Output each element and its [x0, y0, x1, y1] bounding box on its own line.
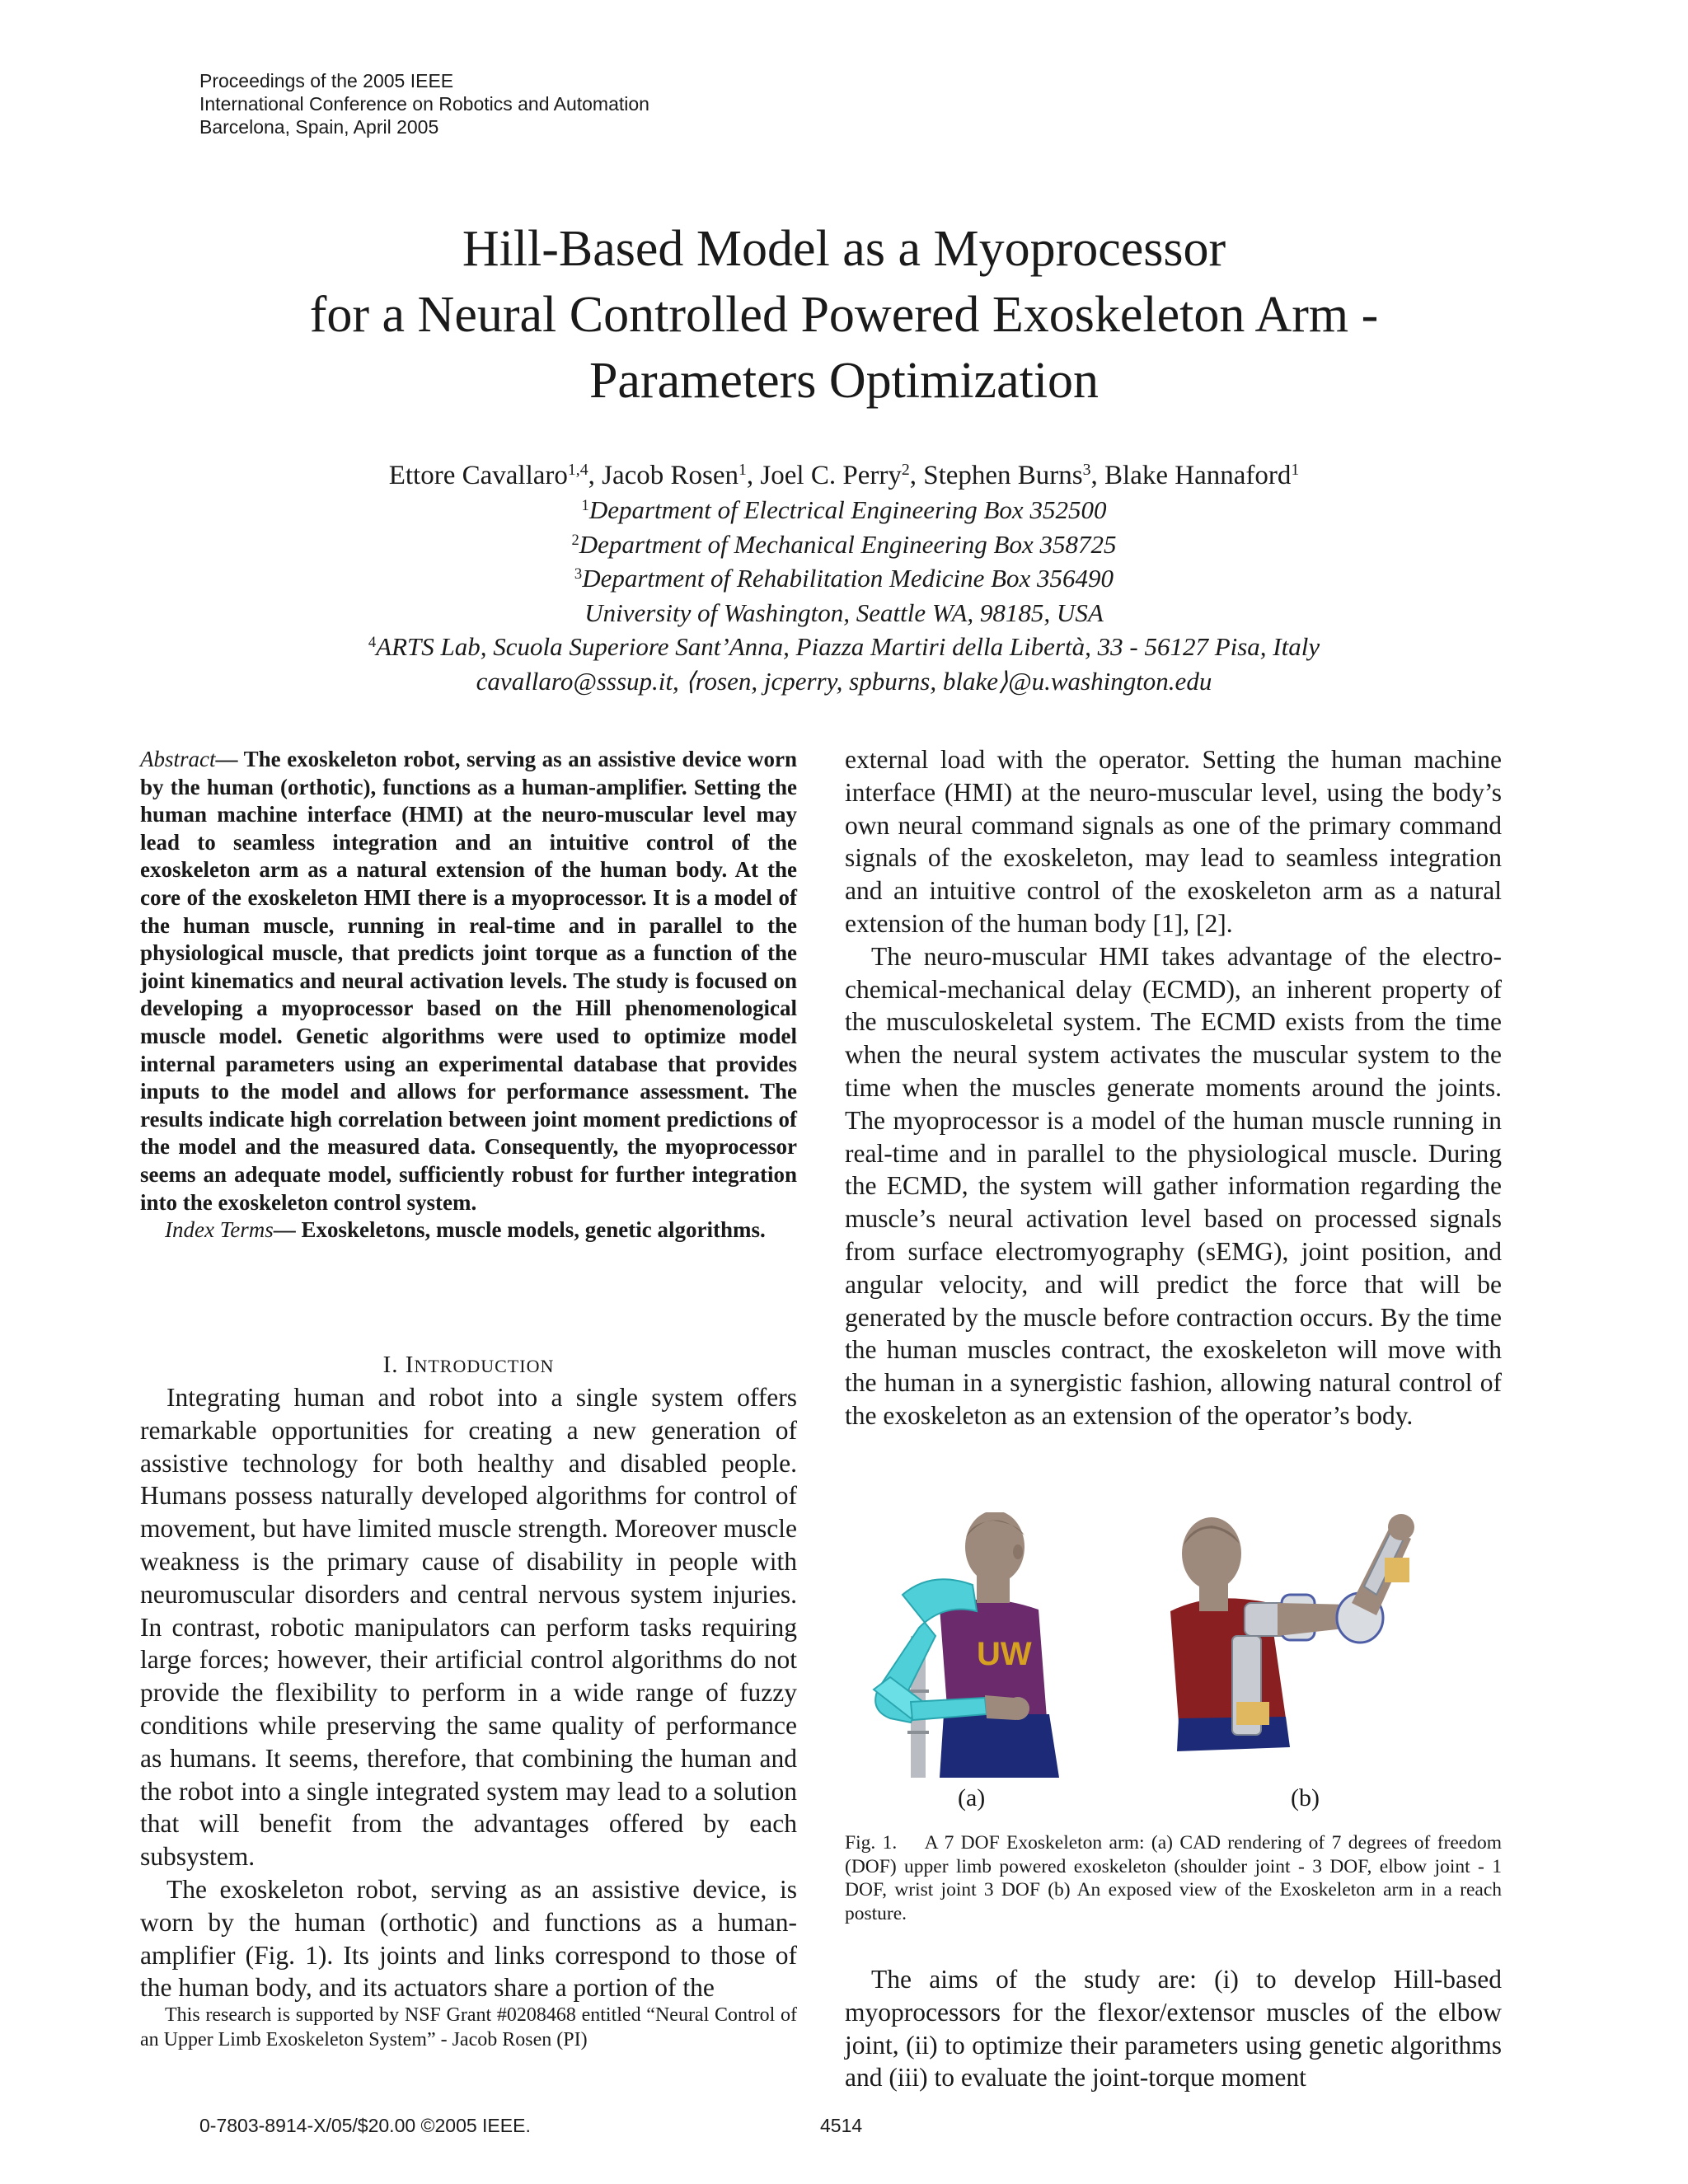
title-line-3: Parameters Optimization: [588, 353, 1100, 409]
university-line: University of Washington, Seattle WA, 98185, USA: [584, 598, 1104, 627]
abstract-label: Abstract: [140, 747, 216, 771]
paragraph: The neuro-muscular HMI takes advantage of the electro-chemical-mechanical delay (ECMD), an inherent property of the musculoskeletal system. The ECMD exists from the time when the neural system activates the muscular system to the time when the muscles generate moments around the joints. The myoprocessor is a model of the human muscle running in real-time and in parallel to the physiological muscle. During the ECMD, the system will gather information regarding the muscle’s neural activation level based on processed signals from surface electromyography (sEMG), joint position, and angular velocity, and will predict the force that will be generated by the muscle before contraction occurs. By the time the human muscles contract, the exoskeleton will move with the human in a synergistic fashion, allowing natural control of the exoskeleton as an extension of the operator’s body.: [845, 941, 1502, 1430]
author-separator: ,: [1090, 461, 1105, 490]
author-name: Jacob Rosen: [602, 461, 739, 490]
subfigure-label-b: (b): [1291, 1784, 1320, 1811]
section-title-initial: I: [405, 1352, 415, 1378]
affiliation-3: [140, 561, 1548, 596]
affiliation-marker: 4: [368, 633, 377, 651]
index-terms-dash: —: [273, 1217, 302, 1243]
email-line: cavallaro@sssup.it, ⟨rosen, jcperry, spburns, blake⟩@u.washington.edu: [476, 666, 1212, 696]
author-name: Blake Hannaford: [1104, 461, 1292, 490]
paragraph: The exoskeleton robot, serving as an assistive device, is worn by the human (orthotic) and functions as a human-amplifier (Fig. 1). Its joints and links correspond to those of the human body, and its actuators share a portion of the: [140, 1874, 797, 2003]
author-affiliation-marker: 1,4: [567, 461, 588, 480]
page-number: 4514: [820, 2115, 863, 2136]
exoskeleton-exposed-view-b: [1154, 1512, 1438, 1778]
footnote-text: This research is supported by NSF Grant #0208468 entitled “Neural Control of an Upper Limb Exoskeleton System” - Jacob Rosen (PI): [140, 2004, 797, 2050]
caption-label: Fig. 1.: [845, 1832, 898, 1854]
figure-caption: [845, 1831, 1502, 1925]
section-title-rest: NTRODUCTION: [414, 1356, 555, 1376]
index-terms-text: Exoskeletons, muscle models, genetic algorithms.: [301, 1217, 766, 1243]
caption-text: A 7 DOF Exoskeleton arm: (a) CAD rendering of 7 degrees of freedom (DOF) upper limb powered exoskeleton (shoulder joint - 3 DOF, elbow joint - 1 DOF, wrist joint 3 DOF (b) An exposed view of the Exoskeleton arm in a reach posture.: [845, 1832, 1502, 1924]
author-affiliation-marker: 1: [1291, 461, 1300, 480]
paper-title: [140, 216, 1548, 414]
subfigure-label-a: (a): [958, 1784, 986, 1811]
author-affiliation-marker: 1: [738, 461, 747, 480]
conference-line-1: Proceedings of the 2005 IEEE: [199, 70, 454, 91]
conference-line-2: International Conference on Robotics and Automation: [199, 93, 649, 115]
affiliation-text: Department of Mechanical Engineering Box 358725: [579, 529, 1117, 559]
author-affiliation-marker: 2: [901, 461, 910, 480]
right-column-body-continued: [845, 1963, 1502, 2094]
author-affiliation-marker: 3: [1082, 461, 1091, 480]
author-list: [140, 458, 1548, 493]
affiliation-4: [140, 630, 1548, 664]
abstract-dash: —: [215, 747, 244, 771]
affiliation-2: [140, 527, 1548, 562]
conference-line-3: Barcelona, Spain, April 2005: [199, 116, 439, 138]
exoskeleton-cad-rendering-a: [861, 1512, 1125, 1778]
paragraph: Integrating human and robot into a single system offers remarkable opportunities for creating a new generation of assistive technology for both healthy and disabled people. Humans possess naturally developed algorithms for control of movement, but have limited muscle strength. Moreover muscle weakness is the primary cause of disability in people with neuromuscular disorders and central nervous system injuries. In contrast, robotic manipulators can perform tasks requiring large forces; however, their artificial control algorithms do not provide the flexibility to perform in a wide range of fuzzy conditions while preserving the same quality of performance as humans. It seems, therefore, that combining the human and the robot into a single integrated system may lead to a solution that will benefit from the advantages offered by each subsystem.: [140, 1383, 797, 1872]
affiliation-marker: 1: [581, 496, 589, 514]
title-line-1: Hill-Based Model as a Myoprocessor: [462, 221, 1226, 277]
conference-header: [199, 69, 649, 138]
copyright-notice: 0-7803-8914-X/05/$20.00 ©2005 IEEE.: [199, 2115, 531, 2136]
affiliation-text: Department of Rehabilitation Medicine Box 356490: [582, 564, 1114, 593]
affiliations: [140, 493, 1548, 698]
svg-text:UW: UW: [977, 1636, 1032, 1672]
title-line-2: for a Neural Controlled Powered Exoskeleton Arm -: [309, 287, 1379, 343]
right-column-body: [845, 743, 1502, 1432]
section-number: I.: [382, 1352, 399, 1378]
left-column-body: [140, 1381, 797, 2004]
author-name: Joel C. Perry: [760, 461, 902, 490]
author-name: Ettore Cavallaro: [388, 461, 568, 490]
abstract: [140, 746, 797, 1244]
paragraph: The aims of the study are: (i) to develop Hill-based myoprocessors for the flexor/extensor muscles of the elbow joint, (ii) to optimize their parameters using genetic algorithms and (iii) to evaluate the joint-torque moment: [845, 1965, 1502, 2093]
abstract-text: The exoskeleton robot, serving as an assistive device worn by the human (orthotic), functions as a human-amplifier. Setting the human machine interface (HMI) at the neuro-muscular level may lead to seamless integration and an intuitive control of the exoskeleton arm as a natural extension of the human body. At the core of the exoskeleton HMI there is a myoprocessor. It is a model of the human muscle, running in real-time and in parallel to the physiological muscle, that predicts joint torque as a function of the joint kinematics and neural activation levels. The study is focused on developing a myoprocessor based on the Hill phenomenological muscle model. Genetic algorithms were used to optimize model internal parameters using an experimental database that provides inputs to the model and allows for performance assessment. The results indicate high correlation between joint moment predictions of the model and the measured data. Consequently, the myoprocessor seems an adequate model, sufficiently robust for further integration into the exoskeleton control system.: [140, 747, 798, 1215]
affiliation-1: [140, 493, 1548, 527]
affiliation-text: Department of Electrical Engineering Box 352500: [588, 495, 1107, 524]
paragraph: external load with the operator. Setting the human machine interface (HMI) at the neuro-muscular level, using the body’s own neural command signals as one of the primary command signals of the exoskeleton, may lead to seamless integration and an intuitive control of the exoskeleton arm as a natural extension of the human body [1], [2].: [845, 745, 1502, 938]
footnote: [140, 2003, 797, 2052]
affiliation-marker: 3: [574, 565, 583, 583]
affiliation-marker: 2: [571, 531, 579, 549]
figure-1: [861, 1512, 1438, 1778]
affiliation-text: ARTS Lab, Scuola Superiore Sant’Anna, Piazza Martiri della Libertà, 33 - 56127 Pisa, Italy: [376, 632, 1320, 661]
section-heading-introduction: [140, 1352, 797, 1379]
author-separator: ,: [746, 461, 761, 490]
author-separator: ,: [588, 461, 603, 490]
author-name: Stephen Burns: [923, 461, 1083, 490]
index-terms-label: Index Terms: [165, 1217, 274, 1243]
author-separator: ,: [909, 461, 924, 490]
